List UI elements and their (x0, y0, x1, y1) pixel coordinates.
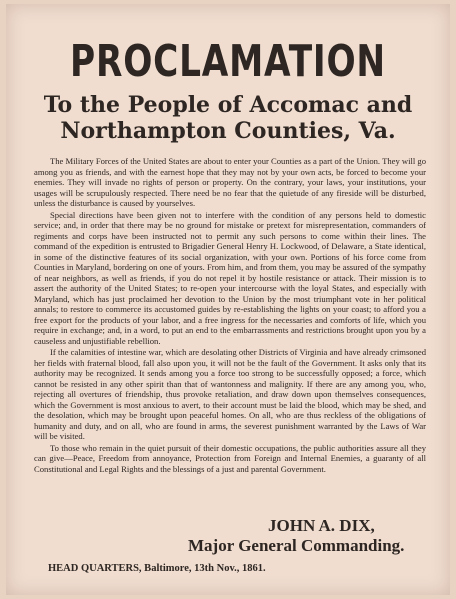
subtitle-line-1: To the People of Accomac and (43, 92, 413, 118)
proclamation-sheet (6, 4, 450, 595)
signature-title: Major General Commanding. (188, 536, 405, 555)
paragraph-4: To those who remain in the quiet pursuit of their domestic occupations, the public authorities assure all they can give—Peace, Freedom from annoyance, Protection from Foreign and Internal Enemies, a guaranty of all Constitutional and Legal Rights and the blessings of a just and parental Government. (34, 442, 426, 474)
paragraph-3: If the calamities of intestine war, which are desolating other Districts of Virginia and have already crimsoned her fields with fraternal blood, fall also upon you, it will not be the fault of the Government. It asks only that its authority may be recognized. It sends among you a force too strong to be successfully opposed; a force, which cannot be resisted in any other spirit than that of wantonness and malignity. If there are any among you, who, rejecting all overtures of friendship, thus provoke retaliation, and draw down upon themselves consequences, which the Government is most anxious to avert, to their account must be laid the blood, which may be shed, and the desolation, which may be brought upon peaceful homes. On all, who are thus reckless of the obligations of humanity and duty, and on all, who are found in arms, the severest punishment warranted by the Laws of War will be visited. (34, 347, 426, 441)
signature-name: JOHN A. DIX, (268, 516, 375, 535)
paragraph-1: The Military Forces of the United States are about to enter your Counties as a part of the Union. They will go among you as friends, and with the earnest hope that they may not by your own acts, be forced to become your enemies. They will invade no rights of person or property. On the contrary, your laws, your institutions, your usages will be scrupulously respected. There need be no fear that the quietude of any fireside will be disturbed, unless the disturbance is caused by yourselves. (34, 156, 426, 208)
subtitle-line-2: Northampton Counties, Va. (60, 118, 396, 144)
proclamation-body (34, 156, 426, 475)
paragraph-2: Special directions have been given not to interfere with the condition of any persons held to domestic service; and, in order that there may be no ground for mistake or pretext for misrepresentation, commanders of regiments and corps have been instructed not to permit any such persons to come within their lines. The command of the expedition is entrusted to Brigadier General Henry H. Lockwood, of Delaware, a State identical, in some of the distinctive features of its social organization, with your own. Portions of his force come from Counties in Maryland, bordering on one of yours. From him, and from them, you may be assured of the sympathy of near neighbors, as well as friends, if you do not repel it by hostile resistance or attack. Their mission is to assert the authority of the United States; to re-open your intercourse with the loyal States, and especially with Maryland, which has just proclaimed her devotion to the Union by the most triumphant vote in her political annals; to restore to commerce its accustomed guides by re-establishing the lights on your coast; to afford you a free export for the products of your labor, and a free ingress for the necessaries and comforts of life, which you require in exchange; and, in a word, to put an end to the embarrassments and restrictions brought upon you by a causeless and unjustifiable rebellion. (34, 209, 426, 346)
headquarters-line: HEAD QUARTERS, Baltimore, 13th Nov., 1861. (48, 563, 266, 574)
document-title: PROCLAMATION (70, 36, 386, 87)
